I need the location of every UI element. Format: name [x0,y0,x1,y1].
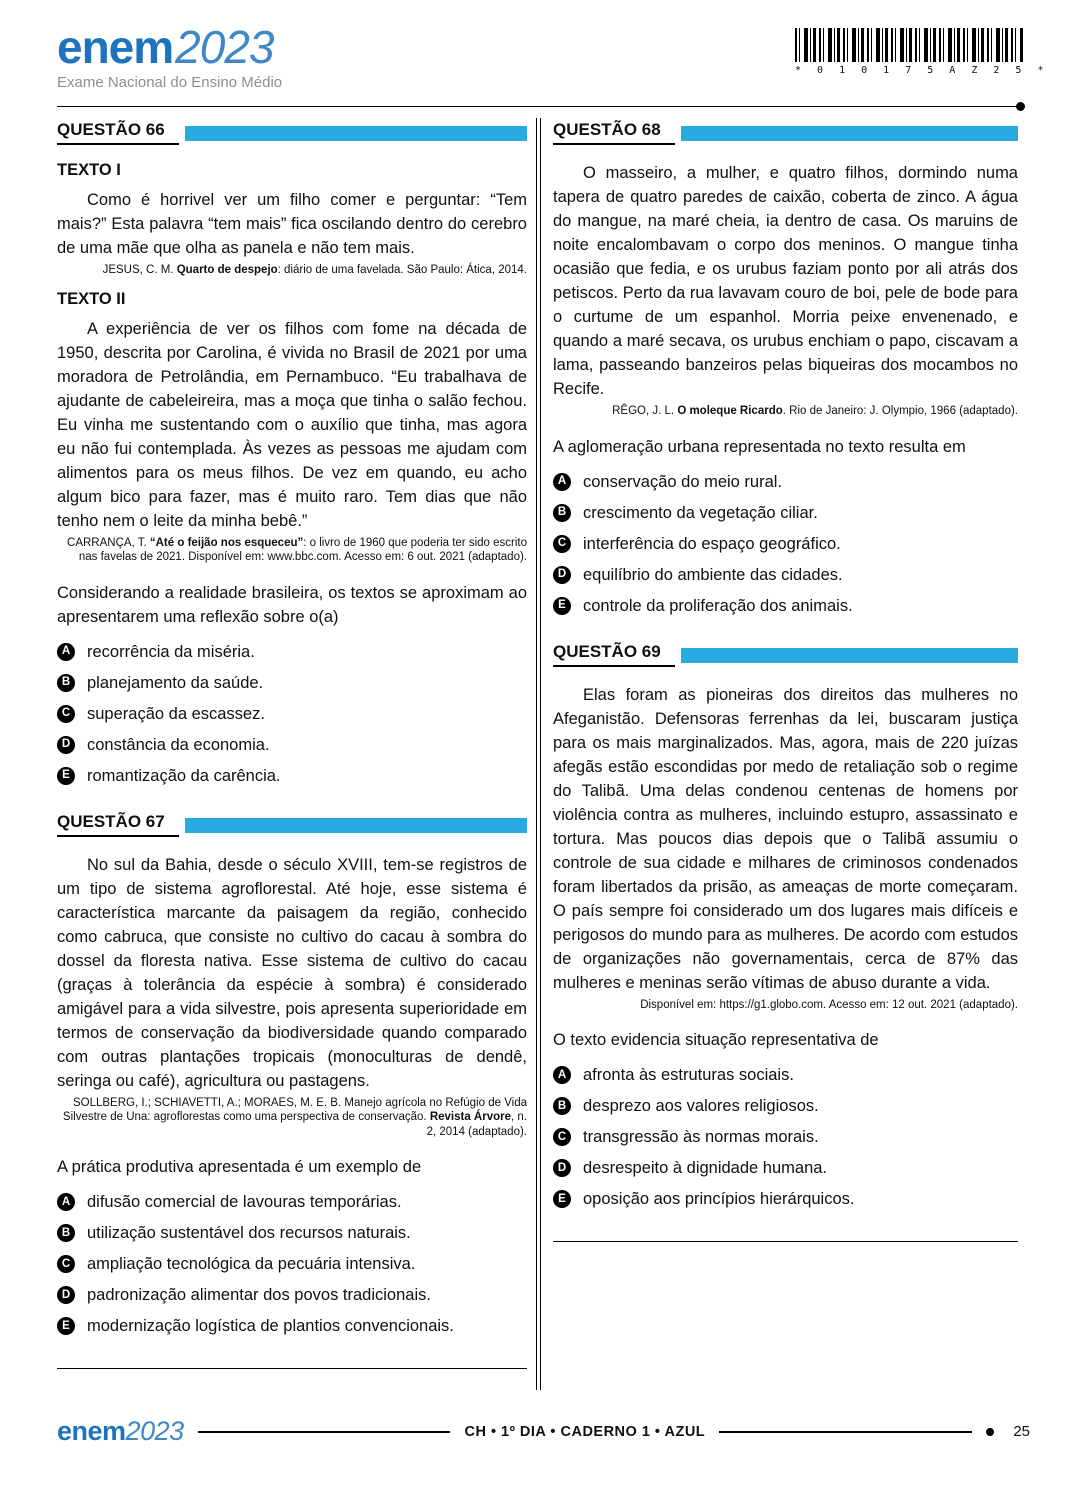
question-66-title: QUESTÃO 66 [57,120,179,145]
option-d [57,1284,527,1307]
page-header [57,21,1049,91]
question-69-title-bar [681,648,1018,663]
option-text: desrespeito à dignidade humana. [583,1159,828,1177]
option-text: oposição aos princípios hierárquicos. [583,1190,855,1208]
option-d [553,1157,1018,1180]
option-a [553,471,1018,494]
left-column [57,120,527,1393]
question-66 [57,120,527,788]
question-67-title-bar [185,818,527,833]
option-text: desprezo aos valores religiosos. [583,1097,819,1115]
citation-work: “Até o feijão nos esqueceu” [149,536,304,549]
logo-year-text: 2023 [175,21,274,73]
option-text: modernização logística de plantios convencionais. [87,1317,454,1335]
citation-work: O moleque Ricardo [677,405,783,417]
question-66-options [57,641,527,788]
option-letter-badge: D [553,566,571,584]
option-letter-badge: C [553,535,571,553]
barcode-bars-icon [795,28,1023,62]
option-c [553,1126,1018,1149]
footer-logo-enem-text: enem [57,1416,126,1446]
option-letter-badge: C [57,705,75,723]
option-letter-badge: D [553,1159,571,1177]
option-letter-badge: B [57,1224,75,1242]
question-69 [553,642,1018,1243]
option-letter-badge: D [57,736,75,754]
option-letter-badge: C [57,1255,75,1273]
citation-post: : o livro de 1960 que poderia ter sido escrito nas favelas de 2021. Disponível em: www.bbc.com. Acesso em: 6 out. 2021 (adaptado). [78,536,527,563]
option-text: interferência do espaço geográfico. [583,534,841,553]
question-68-title: QUESTÃO 68 [553,120,675,145]
question-67-title: QUESTÃO 67 [57,812,179,837]
option-b [57,1222,527,1245]
texto-i-citation [57,263,527,278]
question-67 [57,812,527,1370]
question-68 [553,120,1018,618]
option-b [553,1095,1018,1118]
option-text: ampliação tecnológica da pecuária intensiva. [87,1255,416,1273]
question-69-title: QUESTÃO 69 [553,642,675,667]
option-d [553,564,1018,587]
citation-post: : diário de uma favelada. São Paulo: Ática, 2014. [277,264,527,276]
option-c [57,703,527,726]
divider-dot [1016,102,1025,111]
question-68-citation [553,404,1018,419]
option-text: equilíbrio do ambiente das cidades. [583,565,843,584]
option-text: utilização sustentável dos recursos naturais. [87,1224,411,1242]
citation-work: Quarto de despejo [176,264,278,276]
option-letter-badge: E [553,1190,571,1208]
option-c [553,533,1018,556]
option-a [57,641,527,664]
question-66-stem: Considerando a realidade brasileira, os textos se aproximam ao apresentarem uma reflexão sobre o(a) [57,583,527,626]
option-text: planejamento da saúde. [87,673,264,692]
footer-dot [986,1428,994,1436]
column-divider [536,118,541,1390]
option-text: conservação do meio rural. [583,472,783,491]
question-69-stem: O texto evidencia situação representativa de [553,1031,879,1049]
option-text: difusão comercial de lavouras temporárias. [87,1193,402,1211]
question-69-citation [553,998,1018,1013]
option-e [57,1315,527,1338]
left-column-end-rule [57,1368,527,1369]
texto-ii-label: TEXTO II [57,289,126,308]
question-68-body: O masseiro, a mulher, e quatro filhos, dormindo numa tapera de quatro paredes de caixão, coberta de zinco. A água do mangue, na maré cheia, ia dentro de casa. Os maruins de noite encalombavam o corpo dos meninos. O mangue tinha ocasião que fedia, e os urubus faziam ponto por ali atrás dos petiscos. Perto da rua lavavam couro de boi, pele de bode para o curtume de um espanhol. Morria peixe envenenado, e quando a maré secava, os urubus enchiam o papo, ciscavam a lama, passeando banzeiros pelas biqueiras dos mocambos no Recife. [553,164,1018,398]
texto-i-body: Como é horrivel ver um filho comer e perguntar: “Tem mais?” Esta palavra “tem mais” fica oscilando dentro do cerebro de uma mãe que olha as panela e não tem mais. [57,191,527,257]
option-b [57,672,527,695]
right-column [553,120,1018,1266]
option-e [553,1188,1018,1211]
footer-enem-logo [57,1418,184,1445]
option-text: padronização alimentar dos povos tradicionais. [87,1286,431,1304]
option-c [57,1253,527,1276]
option-text: constância da economia. [87,735,270,754]
page-number: 25 [1013,1423,1030,1440]
question-68-header [553,120,1018,145]
option-letter-badge: B [57,674,75,692]
question-68-title-bar [681,126,1018,141]
option-letter-badge: E [553,597,571,615]
option-text: crescimento da vegetação ciliar. [583,503,818,522]
citation-pre: SOLLBERG, I.; SCHIAVETTI, A.; MORAES, M. E. B. Manejo agrícola no Refúgio de Vida Silvestre de Una: agroflorestas como uma perspectiva de conservação. [62,1096,527,1123]
citation-pre: RÊGO, J. L. [612,405,678,417]
right-column-end-rule [553,1241,1018,1242]
option-e [553,595,1018,618]
option-letter-badge: E [57,767,75,785]
citation-post: . Rio de Janeiro: J. Olympio, 1966 (adaptado). [782,405,1018,417]
option-letter-badge: D [57,1286,75,1304]
question-67-body: No sul da Bahia, desde o século XVIII, tem-se registros de um tipo de sistema agroflorestal. Até hoje, esse sistema é característica marcante da paisagem da região, conhecido como cabruca, que consiste no cultivo do cacau à sombra do dossel da floresta nativa. Esse sistema de cultivo do cacau (graças à tolerância da espécie à sombra) é considerado amigável para a vida silvestre, pois apresenta superioridade em termos de conservação da biodiversidade quando comparado com outras plantações tropicais (monoculturas de dendê, seringa ou café), agricultura ou pastagens. [57,855,527,1090]
question-69-header [553,642,1018,667]
option-letter-badge: B [553,504,571,522]
barcode-text: * 0 1 0 1 7 5 A Z 2 5 * [795,65,1049,76]
barcode [795,28,1049,76]
option-letter-badge: B [553,1097,571,1115]
texto-i-label: TEXTO I [57,161,121,179]
question-67-stem: A prática produtiva apresentada é um exemplo de [57,1158,422,1176]
option-letter-badge: A [553,473,571,491]
exam-subtitle: Exame Nacional do Ensino Médio [57,74,283,91]
option-text: romantização da carência. [87,766,281,785]
citation-post: Disponível em: https://g1.globo.com. Acesso em: 12 out. 2021 (adaptado). [640,998,1018,1011]
enem-logo [57,21,282,73]
option-letter-badge: A [57,643,75,661]
question-68-stem: A aglomeração urbana representada no texto resulta em [553,437,966,456]
option-letter-badge: C [553,1128,571,1146]
footer-rule-right [719,1431,972,1433]
option-a [57,1191,527,1214]
citation-post: , n. 2, 2014 (adaptado). [426,1111,527,1138]
question-66-title-bar [185,126,527,141]
header-divider [57,106,1018,107]
option-e [57,765,527,788]
question-69-options [553,1064,1018,1211]
texto-ii-citation [57,536,527,565]
footer-caption: CH • 1º DIA • CADERNO 1 • AZUL [464,1423,706,1440]
option-text: controle da proliferação dos animais. [583,596,853,615]
footer-rule-left [198,1431,451,1433]
option-text: recorrência da miséria. [87,642,255,661]
option-text: superação da escassez. [87,704,265,723]
option-b [553,502,1018,525]
brand-block [57,21,283,91]
question-67-header [57,812,527,837]
question-67-citation [57,1096,527,1140]
option-letter-badge: E [57,1317,75,1335]
option-letter-badge: A [553,1066,571,1084]
citation-pre: CARRANÇA, T. [67,536,150,549]
citation-pre: JESUS, C. M. [102,264,177,276]
footer-logo-year-text: 2023 [125,1416,184,1446]
question-66-header [57,120,527,145]
question-67-options [57,1191,527,1338]
logo-enem-text: enem [57,21,174,73]
option-d [57,734,527,757]
option-a [553,1064,1018,1087]
citation-work: Revista Árvore [429,1111,512,1123]
page-footer [57,1418,1030,1445]
option-text: afronta às estruturas sociais. [583,1066,794,1084]
option-letter-badge: A [57,1193,75,1211]
texto-ii-body: A experiência de ver os filhos com fome na década de 1950, descrita por Carolina, é vivida no Brasil de 2021 por uma moradora de Petrolândia, em Pernambuco. “Eu trabalhava de ajudante de cabeleireira, mas a moça que tinha o salão fechou. Eu vinha me sustentando com o auxílio que tinha, mas agora eu não fui contemplada. Às vezes as pessoas me ajudam com alimentos para os meus filhos. De vez em quando, eu acho algum bico para fazer, mas é muito raro. Tem dias que não tenho nem o leite da minha bebê.” [57,319,527,530]
question-68-options [553,471,1018,618]
question-69-body: Elas foram as pioneiras dos direitos das mulheres no Afeganistão. Defensoras ferrenhas da lei, buscaram justiça para os mais marginalizados. Mas, agora, mais de 220 juízas afegãs estão escondidas por medo de retaliação sob o regime do Talibã. Uma delas condenou centenas de homens por violência contra as mulheres, incluindo estupro, assassinato e tortura. Mas poucos dias depois que o Talibã assumiu o controle de sua cidade e milhares de criminosos condenados foram libertados da prisão, as ameaças de morte começaram. O país sempre foi considerado um dos lugares mais difíceis e perigosos do mundo para as mulheres. De acordo com estudos de organizações não governamentais, cerca de 87% das mulheres e meninas serão vítimas de abuso durante a vida. [553,685,1019,992]
option-text: transgressão às normas morais. [583,1128,819,1146]
